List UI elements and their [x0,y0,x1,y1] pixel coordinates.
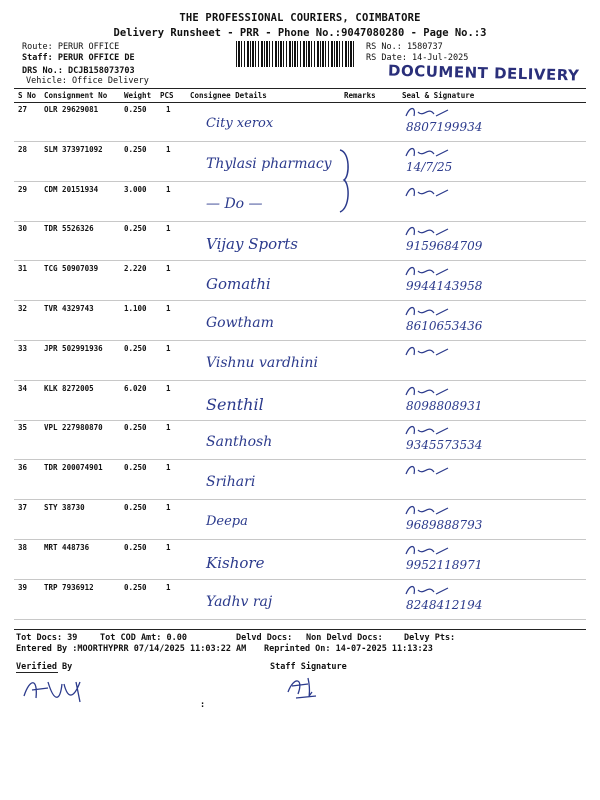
rs-number: RS No.: 1580737 [366,42,443,52]
row-pcs: 1 [166,344,171,353]
recipient-signature [404,542,464,558]
consignee-handwriting: Deepa [206,514,248,529]
recipient-signature [404,582,464,598]
row-sno: 35 [18,423,28,432]
verified-by-label: Verified By [16,662,73,672]
row-sno: 28 [18,145,28,154]
row-pcs: 1 [166,543,171,552]
row-sno: 33 [18,344,28,353]
table-header [14,88,586,103]
signature-phone: 9159684709 [406,239,483,253]
consignee-handwriting: Gomathi [206,275,271,293]
row-pcs: 1 [166,423,171,432]
tot-cod: Tot COD Amt: 0.00 [100,633,187,643]
table-row [14,261,586,301]
row-consignment-no: TCG 50907039 [44,264,99,273]
row-weight: 1.100 [124,304,147,313]
row-pcs: 1 [166,185,171,194]
row-consignment-no: KLK 8272005 [44,384,94,393]
barcode [236,41,356,67]
bracket-mark [336,146,356,216]
signature-phone: 8610653436 [406,319,483,333]
signature-phone: 8807199934 [406,120,483,134]
table-row [14,221,586,261]
row-sno: 38 [18,543,28,552]
recipient-signature [404,104,464,120]
col-consignment: Consignment No [44,91,108,100]
consignee-handwriting: Gowtham [206,315,274,331]
consignee-handwriting: Vijay Sports [206,235,299,253]
col-remarks: Remarks [344,91,376,100]
recipient-signature [404,502,464,518]
consignee-handwriting: City xerox [206,116,274,131]
row-pcs: 1 [166,264,171,273]
recipient-signature [404,303,464,319]
signature-phone: 9952118971 [406,558,483,572]
delvy-pts: Delvy Pts: [404,633,456,643]
row-pcs: 1 [166,384,171,393]
consignee-handwriting: Vishnu vardhini [206,355,318,371]
table-row [14,102,586,142]
row-weight: 0.250 [124,344,147,353]
col-seal: Seal & Signature [402,91,475,100]
staff-signature [282,672,332,702]
signature-phone: 8248412194 [406,598,483,612]
consignee-handwriting: Senthil [206,395,264,414]
row-weight: 0.250 [124,145,147,154]
row-sno: 37 [18,503,28,512]
table-row [14,142,586,182]
route: Route: PERUR OFFICE [22,42,120,52]
row-weight: 0.250 [124,583,147,592]
consignee-handwriting: Kishore [206,554,265,572]
col-weight: Weight [124,91,152,100]
consignee-handwriting: Thylasi pharmacy [206,156,332,172]
staff-signature-label: Staff Signature [270,662,347,672]
row-weight: 0.250 [124,463,147,472]
rs-date: RS Date: 14-Jul-2025 [366,53,469,63]
tot-docs: Tot Docs: 39 [16,633,78,643]
row-sno: 27 [18,105,28,114]
row-sno: 30 [18,224,28,233]
row-consignment-no: STY 38730 [44,503,85,512]
row-weight: 0.250 [124,105,147,114]
company-title: THE PROFESSIONAL COURIERS, COIMBATORE [179,12,421,24]
row-sno: 34 [18,384,28,393]
recipient-signature [404,343,464,359]
recipient-signature [404,383,464,399]
signature-phone: 9689888793 [406,518,483,532]
recipient-signature [404,422,464,438]
row-weight: 0.250 [124,543,147,552]
row-pcs: 1 [166,145,171,154]
row-consignment-no: JPR 502991936 [44,344,103,353]
col-pcs: PCS [160,91,174,100]
table-row [14,301,586,341]
recipient-signature [404,144,464,160]
row-consignment-no: SLM 373971092 [44,145,103,154]
row-sno: 31 [18,264,28,273]
col-sno: S No [18,91,37,100]
row-weight: 0.250 [124,224,147,233]
row-pcs: 1 [166,105,171,114]
consignee-handwriting: Yadhv raj [206,594,273,610]
row-pcs: 1 [166,304,171,313]
drs-number: DRS No.: DCJB158073703 [22,66,135,76]
row-consignment-no: MRT 448736 [44,543,90,552]
row-weight: 3.000 [124,185,147,194]
row-pcs: 1 [166,583,171,592]
signature-phone: 9345573534 [406,438,483,452]
row-consignment-no: TDR 5526326 [44,224,94,233]
recipient-signature [404,184,464,200]
table-row [14,460,586,500]
runsheet-subtitle: Delivery Runsheet - PRR - Phone No.:9047080280 - Page No.:3 [113,27,487,39]
table-row [14,580,586,620]
row-consignment-no: CDM 20151934 [44,185,99,194]
consignee-handwriting: Santhosh [206,434,273,450]
signature-phone: 9944143958 [406,279,483,293]
consignee-handwriting: Srihari [206,474,256,490]
reprinted-on: Reprinted On: 14-07-2025 11:13:23 [264,644,433,654]
row-pcs: 1 [166,463,171,472]
row-sno: 39 [18,583,28,592]
stray-colon: : [200,700,206,710]
table-row [14,341,586,381]
row-weight: 2.220 [124,264,147,273]
recipient-signature [404,263,464,279]
document-delivery-stamp: DOCUMENT DELIVERY [387,61,580,85]
row-consignment-no: TRP 7936912 [44,583,94,592]
recipient-signature [404,462,464,478]
vehicle: Vehicle: Office Delivery [26,76,149,86]
non-delvd-docs: Non Delvd Docs: [306,633,383,643]
table-row [14,182,586,222]
table-row [14,540,586,580]
table-row [14,420,586,460]
row-sno: 32 [18,304,28,313]
delvd-docs: Delvd Docs: [236,633,293,643]
row-consignment-no: OLR 29629081 [44,105,99,114]
row-weight: 0.250 [124,423,147,432]
signature-phone: 8098808931 [406,399,483,413]
row-pcs: 1 [166,224,171,233]
row-consignment-no: TVR 4329743 [44,304,94,313]
footer-divider [14,629,586,630]
row-pcs: 1 [166,503,171,512]
staff: Staff: PERUR OFFICE DE [22,53,135,63]
signature-phone: 14/7/25 [406,160,453,174]
verified-signature [20,672,90,706]
runsheet-table [14,88,586,103]
table-row [14,381,586,421]
row-sno: 29 [18,185,28,194]
recipient-signature [404,223,464,239]
entered-by: Entered By :MOORTHYPRR 07/14/2025 11:03:22 AM [16,644,247,654]
row-consignment-no: TDR 200074901 [44,463,103,472]
row-weight: 6.020 [124,384,147,393]
row-sno: 36 [18,463,28,472]
consignee-handwriting: — Do — [206,196,263,212]
col-consignee: Consignee Details [190,91,267,100]
row-weight: 0.250 [124,503,147,512]
table-row [14,500,586,540]
row-consignment-no: VPL 227980870 [44,423,103,432]
